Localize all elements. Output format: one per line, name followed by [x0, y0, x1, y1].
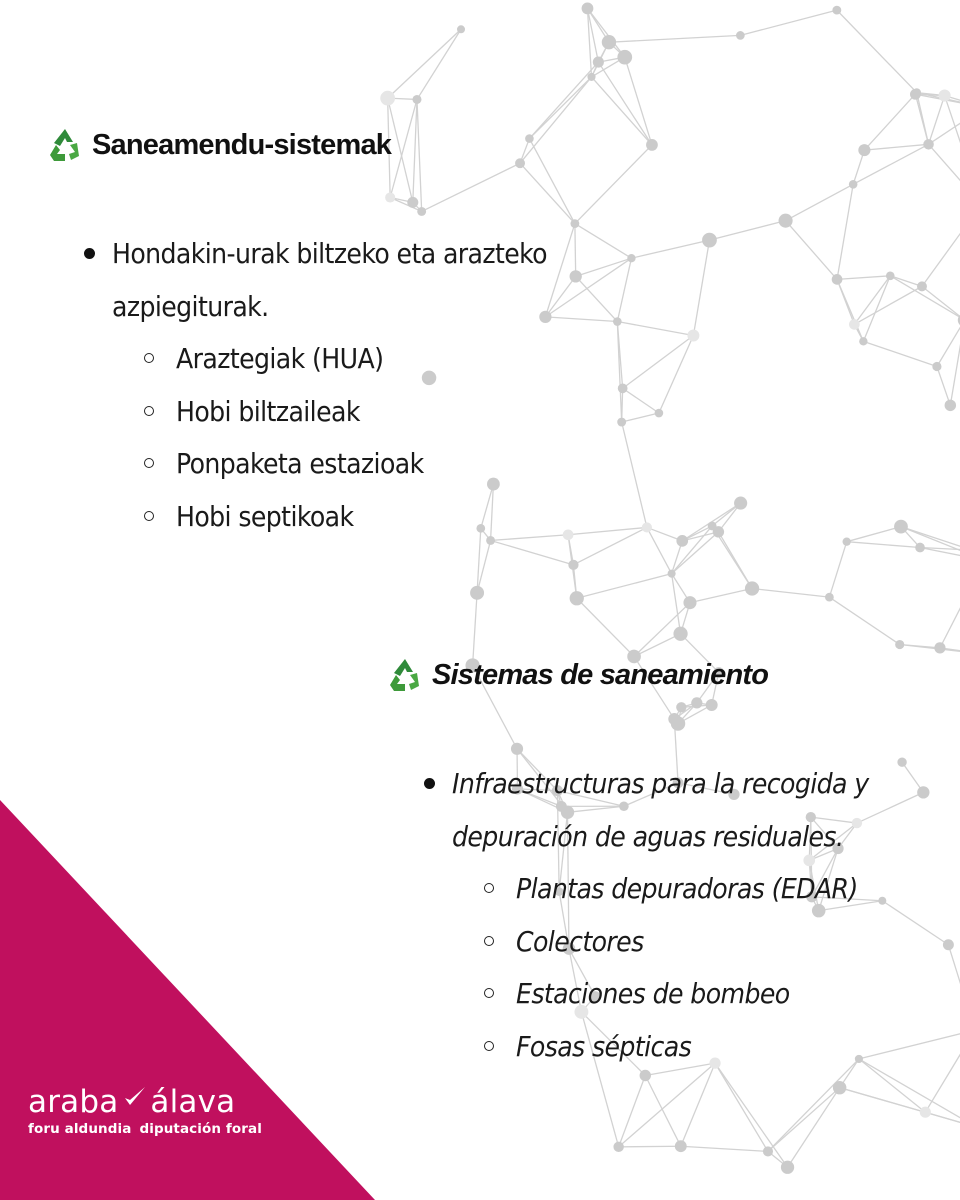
sub-list-item	[176, 333, 612, 386]
basque-sublist	[112, 333, 612, 543]
sub-list-item	[176, 438, 612, 491]
logo-sub-diputacion-foral: diputación foral	[139, 1121, 262, 1137]
list-item	[112, 228, 612, 543]
bullet-dot	[424, 778, 435, 789]
sub-list-item	[176, 386, 612, 439]
list-item	[452, 758, 922, 1073]
basque-item-text: Hondakin-urak biltzeko eta arazteko azpiegiturak.	[112, 237, 547, 323]
circle-bullet	[144, 353, 154, 363]
spanish-sublist	[452, 863, 922, 1073]
circle-bullet	[144, 458, 154, 468]
sub-item-text: Araztegiak (HUA)	[176, 342, 384, 375]
recycle-icon	[46, 126, 84, 164]
basque-heading-text: Saneamendu-sistemak	[92, 128, 392, 161]
logo-sub-foru-aldundia: foru aldundia	[28, 1121, 132, 1137]
basque-heading	[46, 126, 391, 164]
circle-bullet	[484, 883, 494, 893]
sub-list-item	[516, 916, 922, 969]
spanish-heading	[386, 656, 768, 694]
circle-bullet	[484, 936, 494, 946]
sub-list-item	[516, 863, 922, 916]
logo-word-araba: araba	[28, 1084, 119, 1120]
circle-bullet	[484, 988, 494, 998]
spanish-item-text: Infraestructuras para la recogida y depuración de aguas residuales.	[452, 767, 869, 853]
sub-item-text: Hobi biltzaileak	[176, 394, 360, 428]
sub-item-text: Ponpaketa estazioak	[176, 447, 424, 480]
sub-item-text: Plantas depuradoras (EDAR)	[516, 872, 858, 905]
sub-list-item	[516, 1021, 922, 1074]
araba-alava-logo	[28, 1080, 262, 1137]
basque-list	[112, 228, 612, 543]
sub-item-text: Colectores	[516, 924, 644, 958]
circle-bullet	[144, 406, 154, 416]
sub-list-item	[516, 968, 922, 1021]
spanish-heading-text: Sistemas de saneamiento	[432, 658, 769, 691]
sub-list-item	[176, 491, 612, 544]
sub-item-text: Hobi septikoak	[176, 499, 354, 533]
bullet-dot	[84, 248, 95, 259]
circle-bullet	[144, 511, 154, 521]
sub-item-text: Fosas sépticas	[516, 1029, 692, 1063]
logo-word-alava: álava	[150, 1084, 236, 1120]
circle-bullet	[484, 1041, 494, 1051]
sub-item-text: Estaciones de bombeo	[516, 977, 790, 1010]
recycle-icon	[386, 656, 424, 694]
checkmark-icon	[124, 1080, 146, 1112]
spanish-list	[452, 758, 922, 1073]
